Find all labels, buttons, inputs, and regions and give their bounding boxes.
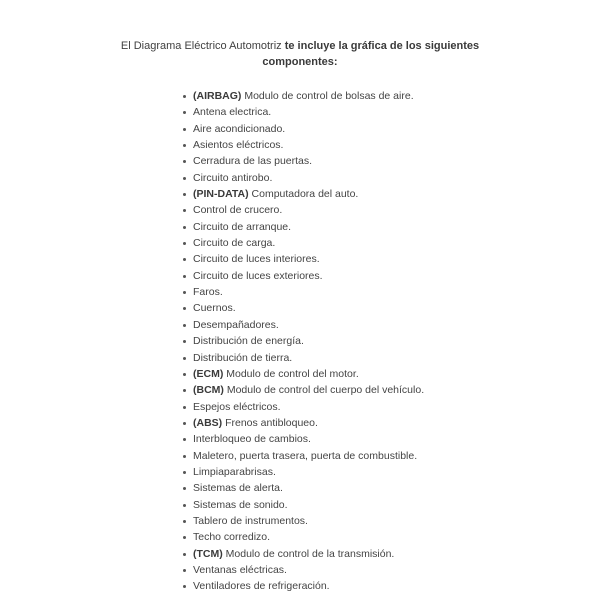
list-item-abbrev: (AIRBAG) (193, 90, 242, 102)
list-item (183, 546, 424, 562)
list-item-text: Sistemas de alerta. (193, 482, 283, 495)
list-item-text: Antena electrica. (193, 106, 272, 119)
page-title-bold: te incluye la gráfica de los siguientes componentes: (262, 40, 480, 68)
list-item-abbrev: (ABS) (193, 416, 223, 429)
list-item-text: Tablero de instrumentos. (193, 514, 308, 527)
list-item-text: Circuito antirobo. (193, 171, 273, 184)
list-item (183, 529, 424, 545)
list-item (183, 235, 424, 251)
list-item-text: Desempañadores. (193, 318, 279, 331)
page-title (0, 38, 600, 70)
list-item-abbrev: (ECM) (193, 367, 224, 380)
list-item (183, 480, 424, 496)
list-item-text: Faros. (193, 286, 223, 299)
list-item (183, 366, 424, 382)
list-item (183, 382, 424, 398)
list-item-text: Sistemas de sonido. (193, 498, 288, 511)
components-list (183, 88, 424, 595)
list-item-text: Interbloqueo de cambios. (193, 433, 311, 446)
list-item-text: Aire acondicionado. (193, 122, 286, 135)
list-item (183, 300, 424, 316)
list-item-text: Circuito de luces interiores. (193, 253, 320, 266)
list-item (183, 219, 424, 235)
list-item-text: Cerradura de las puertas. (193, 155, 313, 168)
list-item-text: Distribución de tierra. (193, 351, 293, 364)
list-item (183, 186, 424, 202)
list-item (183, 415, 424, 431)
list-item (183, 448, 424, 464)
list-item (183, 251, 424, 267)
list-item (183, 578, 424, 594)
list-item (183, 268, 424, 284)
page-title-regular: El Diagrama Eléctrico Automotriz (120, 40, 285, 52)
list-item-text: Circuito de luces exteriores. (193, 269, 323, 282)
list-item (183, 284, 424, 300)
list-item (183, 317, 424, 333)
list-item-text: Control de crucero. (193, 204, 283, 217)
list-item (183, 104, 424, 120)
list-item-text: Computadora del auto. (248, 188, 359, 201)
list-item (183, 431, 424, 447)
list-item-abbrev: (BCM) (193, 384, 224, 397)
list-item-text: Asientos eléctricos. (193, 139, 284, 152)
list-item (183, 88, 424, 104)
list-item-abbrev: (PIN-DATA) (193, 188, 249, 201)
list-item (183, 350, 424, 366)
list-item-text: Techo corredizo. (193, 531, 271, 544)
list-item-text: Distribución de energía. (193, 335, 304, 348)
list-item-text: Espejos eléctricos. (193, 400, 281, 413)
list-item-text: Ventiladores de refrigeración. (193, 580, 330, 593)
list-item (183, 121, 424, 137)
list-item-text: Circuito de carga. (193, 237, 276, 250)
list-item-text: Frenos antibloqueo. (222, 416, 318, 429)
list-item-text: Modulo de control del cuerpo del vehículo. (223, 384, 425, 397)
list-item-abbrev: (TCM) (193, 547, 223, 560)
list-item-text: Modulo de control del motor. (223, 367, 359, 380)
list-item (183, 399, 424, 415)
list-item-text: Modulo de control de la transmisión. (222, 547, 395, 560)
list-item (183, 562, 424, 578)
list-item (183, 153, 424, 169)
list-item-text: Modulo de control de bolsas de aire. (241, 90, 414, 102)
list-item (183, 170, 424, 186)
list-item (183, 333, 424, 349)
list-item (183, 202, 424, 218)
list-item (183, 497, 424, 513)
list-item-text: Cuernos. (193, 302, 236, 315)
list-item-text: Ventanas eléctricas. (193, 563, 287, 576)
list-item-text: Limpiaparabrisas. (193, 465, 276, 478)
list-item (183, 513, 424, 529)
list-item-text: Circuito de arranque. (193, 220, 292, 233)
list-item (183, 464, 424, 480)
list-item-text: Maletero, puerta trasera, puerta de combustible. (193, 449, 418, 462)
list-item (183, 137, 424, 153)
